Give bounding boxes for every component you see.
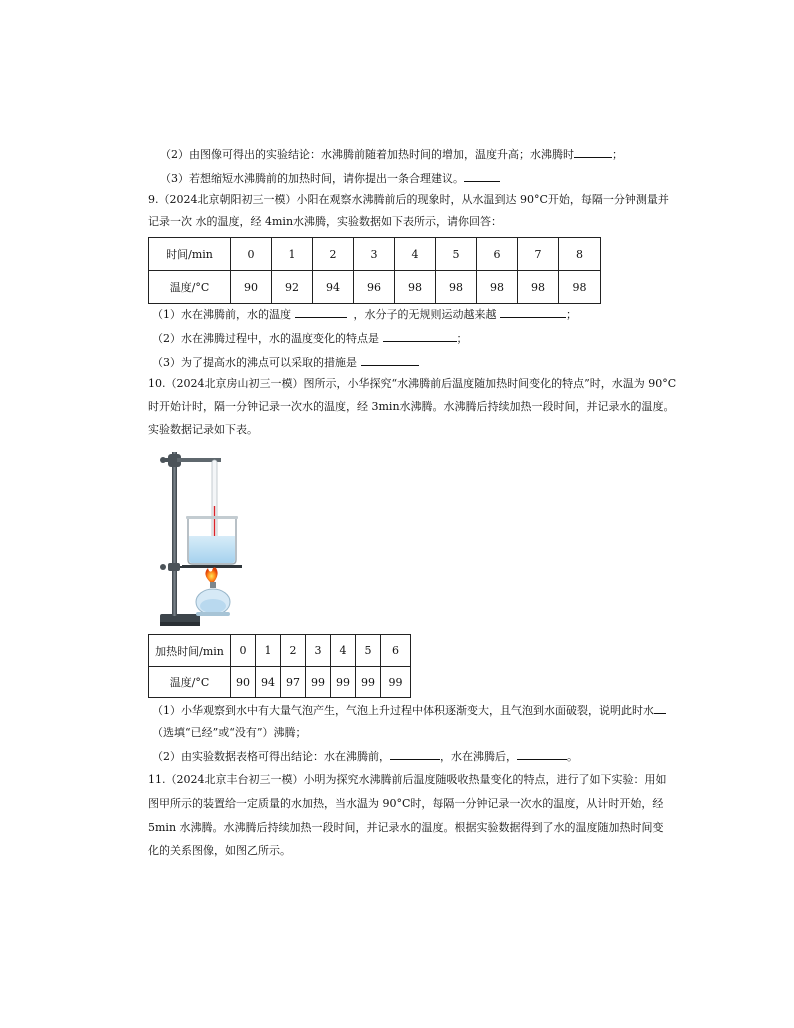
wire-gauze bbox=[182, 565, 242, 568]
boiling-apparatus-illustration bbox=[158, 446, 242, 630]
q10-stem-line2: 时开始计时，隔一分钟记录一次水的温度，经 3min水沸腾。水沸腾后持续加热一段时间，并记录水的温度。 bbox=[148, 400, 675, 413]
temp-cell: 97 bbox=[281, 667, 306, 698]
temp-cell: 99 bbox=[306, 667, 331, 698]
q10-sub1-line1: （1）小华观察到水中有大量气泡产生，气泡上升过程中体积逐渐变大，且气泡到水面破裂，说明此时水 bbox=[152, 702, 666, 719]
stand-rod bbox=[172, 452, 177, 616]
time-cell: 6 bbox=[477, 238, 518, 271]
table-row bbox=[149, 238, 601, 271]
table-row bbox=[149, 667, 411, 698]
temp-cell: 94 bbox=[313, 271, 354, 304]
q9-stem-line1: 9.（2024北京朝阳初三一模）小阳在观察水沸腾前后的现象时，从水温到达 90°C开始，每隔一分钟测量并 bbox=[148, 193, 669, 206]
q9-stem-line2: 记录一次 水的温度，经 4min水沸腾，实验数据如下表所示，请你回答： bbox=[148, 215, 503, 228]
q10-stem-line3: 实验数据记录如下表。 bbox=[148, 423, 258, 436]
answer-blank[interactable] bbox=[574, 146, 612, 158]
time-cell: 6 bbox=[381, 635, 411, 667]
q11-line2: 图甲所示的装置给一定质量的水加热，当水温为 90°C时，每隔一分钟记录一次水的温度，从计时开始，经 bbox=[148, 797, 664, 810]
answer-blank[interactable] bbox=[464, 170, 500, 182]
time-cell: 4 bbox=[395, 238, 436, 271]
temp-cell: 96 bbox=[354, 271, 395, 304]
time-cell: 8 bbox=[559, 238, 601, 271]
time-cell: 3 bbox=[354, 238, 395, 271]
temp-cell: 98 bbox=[477, 271, 518, 304]
q8-sub2: （2）由图像可得出的实验结论：水沸腾前随着加热时间的增加，温度升高；水沸腾时 ； bbox=[160, 148, 623, 161]
answer-blank[interactable] bbox=[390, 748, 440, 760]
table-row bbox=[149, 271, 601, 304]
flame bbox=[205, 567, 217, 582]
temp-cell: 98 bbox=[559, 271, 601, 304]
temp-cell: 98 bbox=[395, 271, 436, 304]
q9-data-table bbox=[148, 237, 601, 304]
time-cell: 5 bbox=[436, 238, 477, 271]
row-label-temp: 温度/°C bbox=[149, 271, 231, 304]
time-cell: 2 bbox=[313, 238, 354, 271]
time-cell: 0 bbox=[231, 635, 256, 667]
q8-sub3: （3）若想缩短水沸腾前的加热时间，请你提出一条合理建议。 bbox=[160, 170, 500, 187]
time-cell: 1 bbox=[272, 238, 313, 271]
temp-cell: 92 bbox=[272, 271, 313, 304]
temp-cell: 99 bbox=[381, 667, 411, 698]
time-cell: 0 bbox=[231, 238, 272, 271]
time-cell: 3 bbox=[306, 635, 331, 667]
answer-blank[interactable] bbox=[517, 748, 567, 760]
time-cell: 5 bbox=[356, 635, 381, 667]
beaker-water bbox=[189, 536, 235, 563]
table-row bbox=[149, 635, 411, 667]
temp-cell: 99 bbox=[356, 667, 381, 698]
answer-blank[interactable] bbox=[654, 702, 666, 714]
row-label-temp: 温度/°C bbox=[149, 667, 231, 698]
q10-sub2: （2）由实验数据表格可得出结论：水在沸腾前， ，水在沸腾后， 。 bbox=[152, 750, 578, 763]
q9-sub3: （3）为了提高水的沸点可以采取的措施是 bbox=[152, 354, 419, 371]
q9-sub2: （2）水在沸腾过程中，水的温度变化的特点是 ； bbox=[152, 332, 468, 345]
time-cell: 4 bbox=[331, 635, 356, 667]
answer-blank[interactable] bbox=[500, 306, 566, 318]
time-cell: 1 bbox=[256, 635, 281, 667]
q9-sub1: （1）水在沸腾前，水的温度 ，水分子的无规则运动越来越 ； bbox=[152, 308, 577, 321]
temp-cell: 98 bbox=[436, 271, 477, 304]
temp-cell: 94 bbox=[256, 667, 281, 698]
q10-data-table bbox=[148, 634, 411, 698]
time-cell: 2 bbox=[281, 635, 306, 667]
temp-cell: 90 bbox=[231, 667, 256, 698]
answer-blank[interactable] bbox=[295, 306, 347, 318]
temp-cell: 99 bbox=[331, 667, 356, 698]
temp-cell: 90 bbox=[231, 271, 272, 304]
q11-line3: 5min 水沸腾。水沸腾后持续加热一段时间，并记录水的温度。根据实验数据得到了水的温度随加热时间变 bbox=[148, 821, 664, 834]
temp-cell: 98 bbox=[518, 271, 559, 304]
answer-blank[interactable] bbox=[383, 330, 457, 342]
q10-sub1-line2: （选填“已经”或“没有”）沸腾； bbox=[152, 726, 307, 739]
q10-stem-line1: 10.（2024北京房山初三一模）图所示，小华探究“水沸腾前后温度随加热时间变化的特点”时，水温为 90°C bbox=[148, 377, 677, 390]
row-label-heating-time: 加热时间/min bbox=[149, 635, 231, 667]
answer-blank[interactable] bbox=[361, 354, 419, 366]
row-label-time: 时间/min bbox=[149, 238, 231, 271]
time-cell: 7 bbox=[518, 238, 559, 271]
q11-line1: 11.（2024北京丰台初三一模）小明为探究水沸腾前后温度随吸收热量变化的特点，进行了如下实验：用如 bbox=[148, 773, 667, 786]
q11-line4: 化的关系图像，如图乙所示。 bbox=[148, 844, 291, 857]
